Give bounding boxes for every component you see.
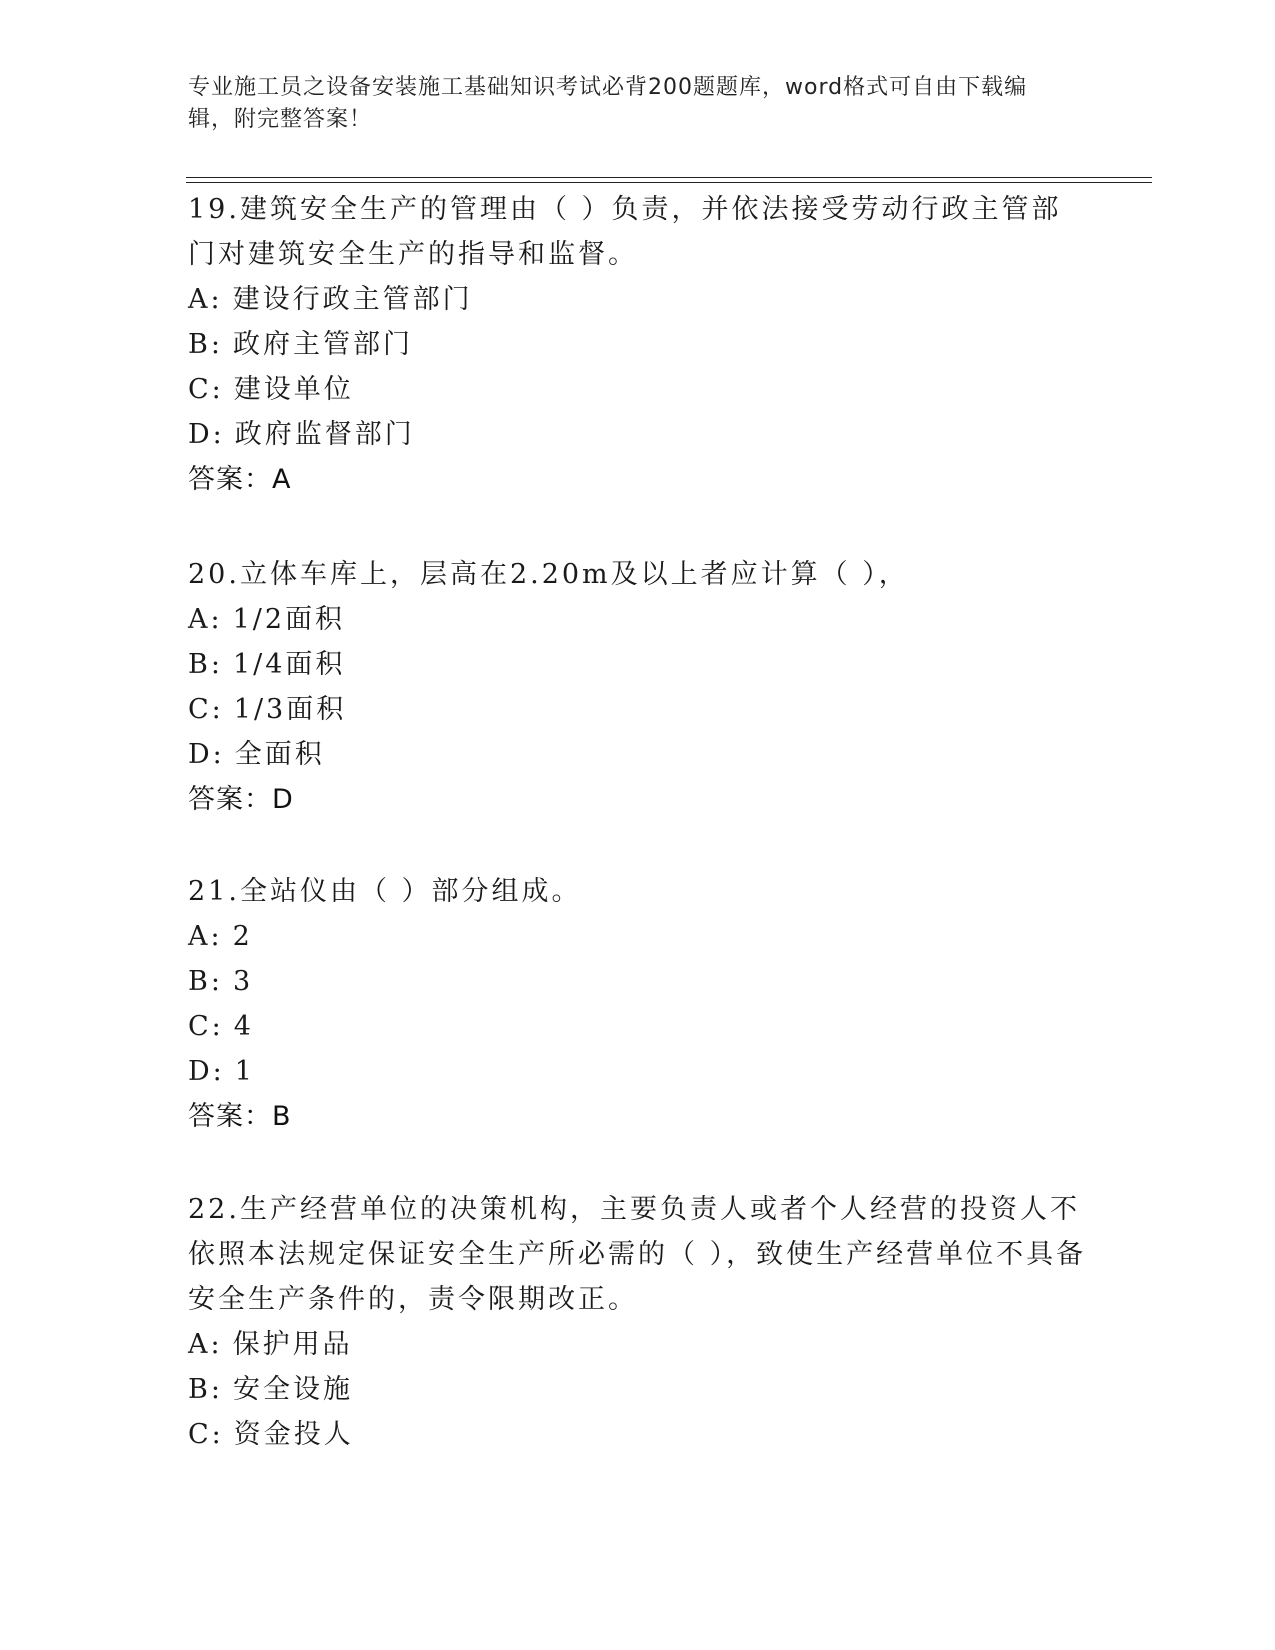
option-key: A: xyxy=(188,604,223,635)
option-key: C: xyxy=(188,374,224,405)
header-divider-top xyxy=(186,177,1152,178)
answer-line: 答案：A xyxy=(188,464,292,495)
option-c xyxy=(188,687,1088,732)
question-text: 21.全站仪由（ ）部分组成。 xyxy=(188,876,582,907)
option-c xyxy=(188,1412,1088,1457)
document-header: 专业施工员之设备安装施工基础知识考试必背200题题库，word格式可自由下载编辑，附完整答案！ xyxy=(188,75,1028,132)
option-text: 政府主管部门 xyxy=(232,329,413,360)
option-key: B: xyxy=(188,1374,223,1405)
option-text: 建设行政主管部门 xyxy=(232,284,473,315)
option-text: 1/3面积 xyxy=(233,694,347,725)
option-text: 1/2面积 xyxy=(232,604,346,635)
option-text: 全面积 xyxy=(234,739,325,770)
option-a xyxy=(188,277,1088,322)
question-19 xyxy=(188,187,1088,502)
option-c xyxy=(188,367,1088,412)
option-key: C: xyxy=(188,1419,224,1450)
option-key: D: xyxy=(188,1056,225,1087)
option-key: B: xyxy=(188,329,223,360)
option-b xyxy=(188,1367,1088,1412)
option-key: A: xyxy=(188,921,223,952)
option-key: A: xyxy=(188,284,223,315)
option-text: 资金投人 xyxy=(233,1419,354,1450)
option-d xyxy=(188,732,1088,777)
option-text: 建设单位 xyxy=(233,374,354,405)
option-key: A: xyxy=(188,1329,223,1360)
answer-line: 答案：D xyxy=(188,784,294,815)
option-key: C: xyxy=(188,1011,224,1042)
option-key: D: xyxy=(188,739,225,770)
question-text: 22.生产经营单位的决策机构，主要负责人或者个人经营的投资人不依照本法规定保证安全生产所必需的（ ），致使生产经营单位不具备安全生产条件的，责令限期改正。 xyxy=(188,1194,1087,1315)
option-a xyxy=(188,597,1088,642)
option-d xyxy=(188,412,1088,457)
option-a xyxy=(188,914,1088,959)
option-key: D: xyxy=(188,419,225,450)
option-text: 1/4面积 xyxy=(232,649,346,680)
option-text: 3 xyxy=(232,966,254,997)
option-text: 2 xyxy=(232,921,253,952)
question-text: 20.立体车库上，层高在2.20m及以上者应计算（ ）， xyxy=(188,559,909,590)
question-20 xyxy=(188,552,1088,822)
question-text: 19.建筑安全生产的管理由（ ）负责，并依法接受劳动行政主管部门对建筑安全生产的指导和监督。 xyxy=(188,194,1062,270)
option-text: 保护用品 xyxy=(232,1329,353,1360)
header-divider-bottom xyxy=(186,182,1152,183)
answer-line: 答案：B xyxy=(188,1101,292,1132)
option-key: B: xyxy=(188,966,223,997)
option-d xyxy=(188,1049,1088,1094)
option-key: C: xyxy=(188,694,224,725)
question-21 xyxy=(188,869,1088,1139)
option-text: 政府监督部门 xyxy=(234,419,415,450)
option-key: B: xyxy=(188,649,223,680)
option-text: 安全设施 xyxy=(232,1374,353,1405)
option-b xyxy=(188,642,1088,687)
option-text: 1 xyxy=(234,1056,255,1087)
option-b xyxy=(188,959,1088,1004)
option-c xyxy=(188,1004,1088,1049)
option-a xyxy=(188,1322,1088,1367)
question-22 xyxy=(188,1187,1088,1457)
option-text: 4 xyxy=(233,1011,254,1042)
option-b xyxy=(188,322,1088,367)
